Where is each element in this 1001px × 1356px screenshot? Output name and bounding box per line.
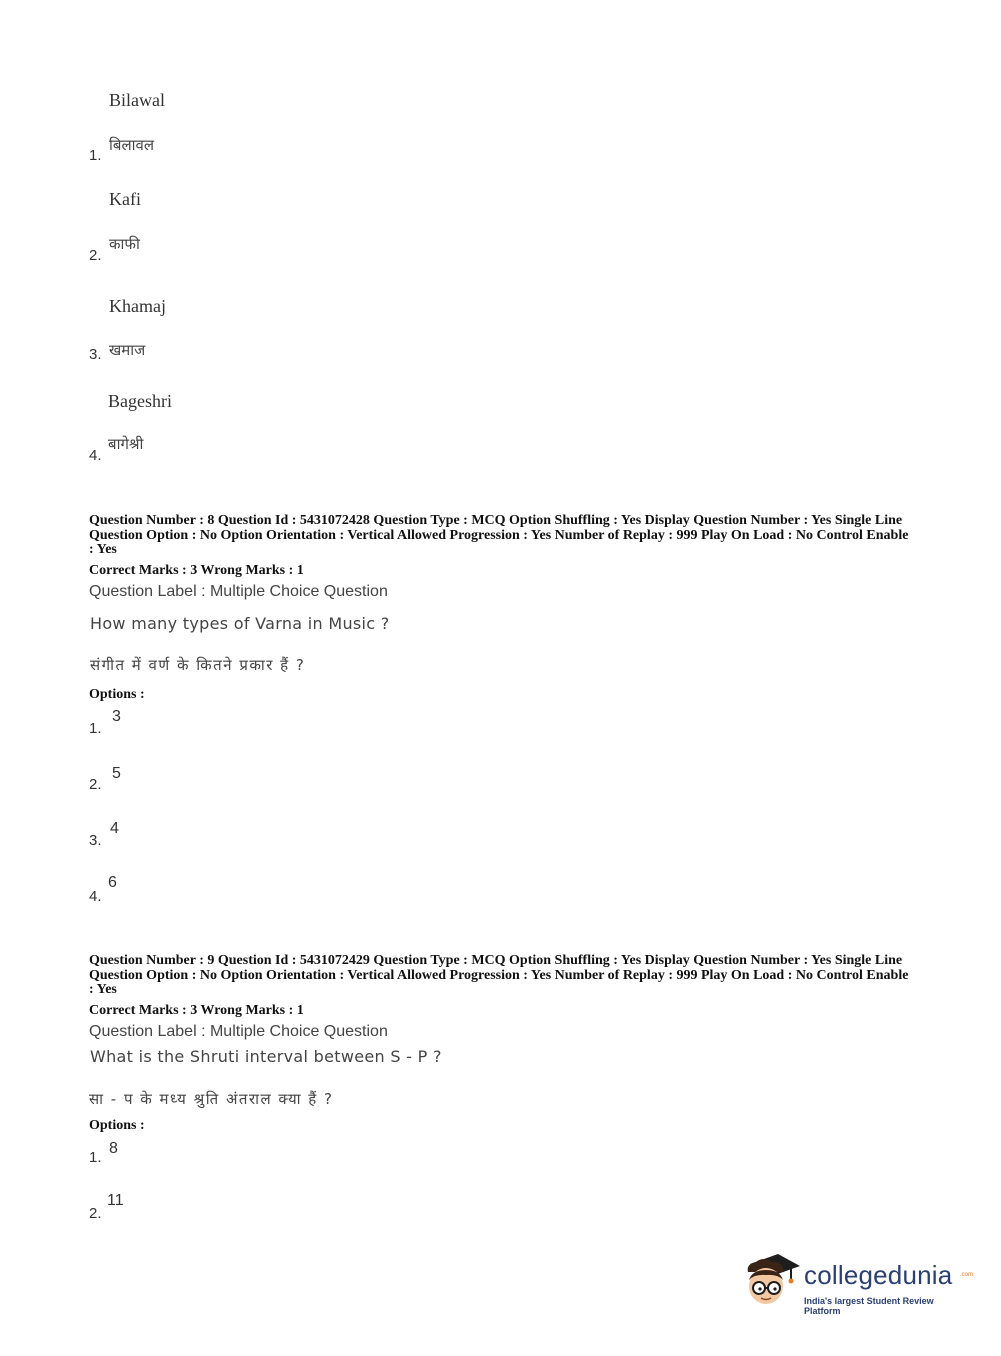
question-text-en: What is the Shruti interval between S - P ?	[90, 1047, 442, 1066]
option-label-en: Kafi	[109, 189, 141, 209]
brand-suffix: .com	[960, 1272, 974, 1278]
question-label: Question Label : Multiple Choice Question	[89, 583, 388, 600]
options-label: Options :	[89, 1118, 145, 1133]
brand-tagline: India's largest Student Review Platform	[804, 1296, 934, 1316]
option-number: 1.	[89, 720, 102, 737]
option-label-hi: बिलावल	[109, 136, 155, 154]
option-label-en: Bilawal	[109, 90, 165, 110]
option-label-hi: बागेश्री	[108, 435, 144, 453]
collegedunia-logo	[742, 1250, 974, 1316]
option-label-hi: काफी	[109, 235, 140, 253]
question-label: Question Label : Multiple Choice Question	[89, 1023, 388, 1040]
question-text-hi: संगीत में वर्ण के कितने प्रकार हैं ?	[90, 656, 306, 674]
option-value: 3	[112, 708, 121, 725]
option-number: 2.	[89, 776, 102, 793]
question-marks: Correct Marks : 3 Wrong Marks : 1	[89, 563, 304, 578]
option-label-en: Bageshri	[108, 391, 172, 411]
question-meta: Question Number : 9 Question Id : 5431072429 Question Type : MCQ Option Shuffling : Yes Display Question Number : Yes Single Line Question Option : No Option Orientation : Vertical Allowed Progression : Yes Number of Replay : 999 Play On Load : No Control Enable : Yes	[89, 953, 909, 997]
option-label-en: Khamaj	[109, 296, 166, 316]
option-value: 4	[110, 820, 119, 837]
option-value: 8	[109, 1140, 118, 1157]
option-number: 3.	[89, 346, 102, 363]
option-number: 2.	[89, 247, 102, 264]
question-meta: Question Number : 8 Question Id : 5431072428 Question Type : MCQ Option Shuffling : Yes Display Question Number : Yes Single Line Question Option : No Option Orientation : Vertical Allowed Progression : Yes Number of Replay : 999 Play On Load : No Control Enable : Yes	[89, 513, 909, 557]
option-number: 1.	[89, 1149, 102, 1166]
option-label-hi: खमाज	[109, 341, 146, 359]
options-label: Options :	[89, 687, 145, 702]
option-number: 4.	[89, 447, 102, 464]
option-number: 3.	[89, 832, 102, 849]
option-value: 5	[112, 765, 121, 782]
question-text-hi: सा - प के मध्य श्रुति अंतराल क्या हैं ?	[89, 1090, 334, 1108]
mascot-icon	[742, 1250, 802, 1310]
option-number: 2.	[89, 1205, 102, 1222]
option-value: 6	[108, 874, 117, 891]
option-number: 1.	[89, 147, 102, 164]
option-number: 4.	[89, 888, 102, 905]
question-marks: Correct Marks : 3 Wrong Marks : 1	[89, 1003, 304, 1018]
brand-name: collegedunia	[804, 1260, 953, 1290]
question-text-en: How many types of Varna in Music ?	[90, 614, 390, 633]
option-value: 11	[107, 1192, 124, 1209]
